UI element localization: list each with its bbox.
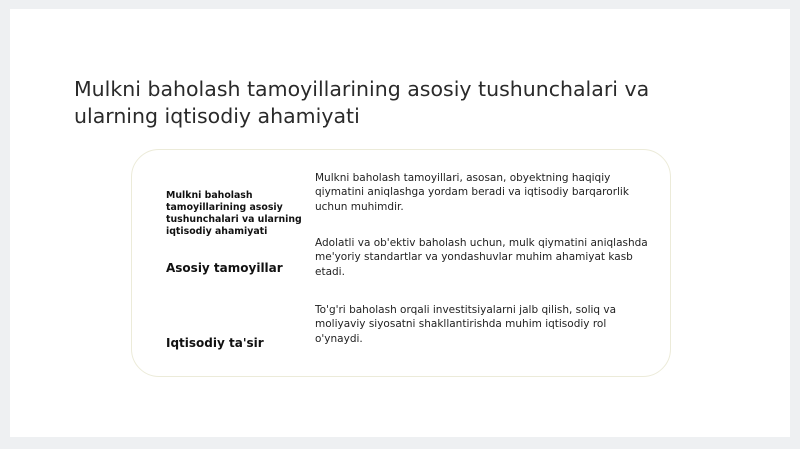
slide	[10, 9, 790, 437]
row-text-economic-impact: To'g'ri baholash orqali investitsiyalarni jalb qilish, soliq va moliyaviy siyosatni shakllantirishda muhim iqtisodiy rol o'ynaydi.	[315, 304, 617, 345]
slide-title: Mulkni baholash tamoyillarining asosiy tushunchalari va ularning iqtisodiy ahamiyati	[74, 77, 650, 128]
row-label-principles: Asosiy tamoyillar	[166, 261, 283, 275]
content-card	[131, 149, 671, 377]
row-label-overview: Mulkni baholash tamoyillarining asosiy tushunchalari va ularning iqtisodiy ahamiyati	[166, 190, 302, 237]
row-text-overview: Mulkni baholash tamoyillari, asosan, obyektning haqiqiy qiymatini aniqlashga yordam beradi va iqtisodiy barqarorlik uchun muhimdir.	[315, 172, 629, 213]
row-text-principles: Adolatli va ob'ektiv baholash uchun, mulk qiymatini aniqlashda me'yoriy standartlar va yondashuvlar muhim ahamiyat kasb etadi.	[315, 237, 648, 278]
row-label-economic-impact: Iqtisodiy ta'sir	[166, 336, 264, 350]
